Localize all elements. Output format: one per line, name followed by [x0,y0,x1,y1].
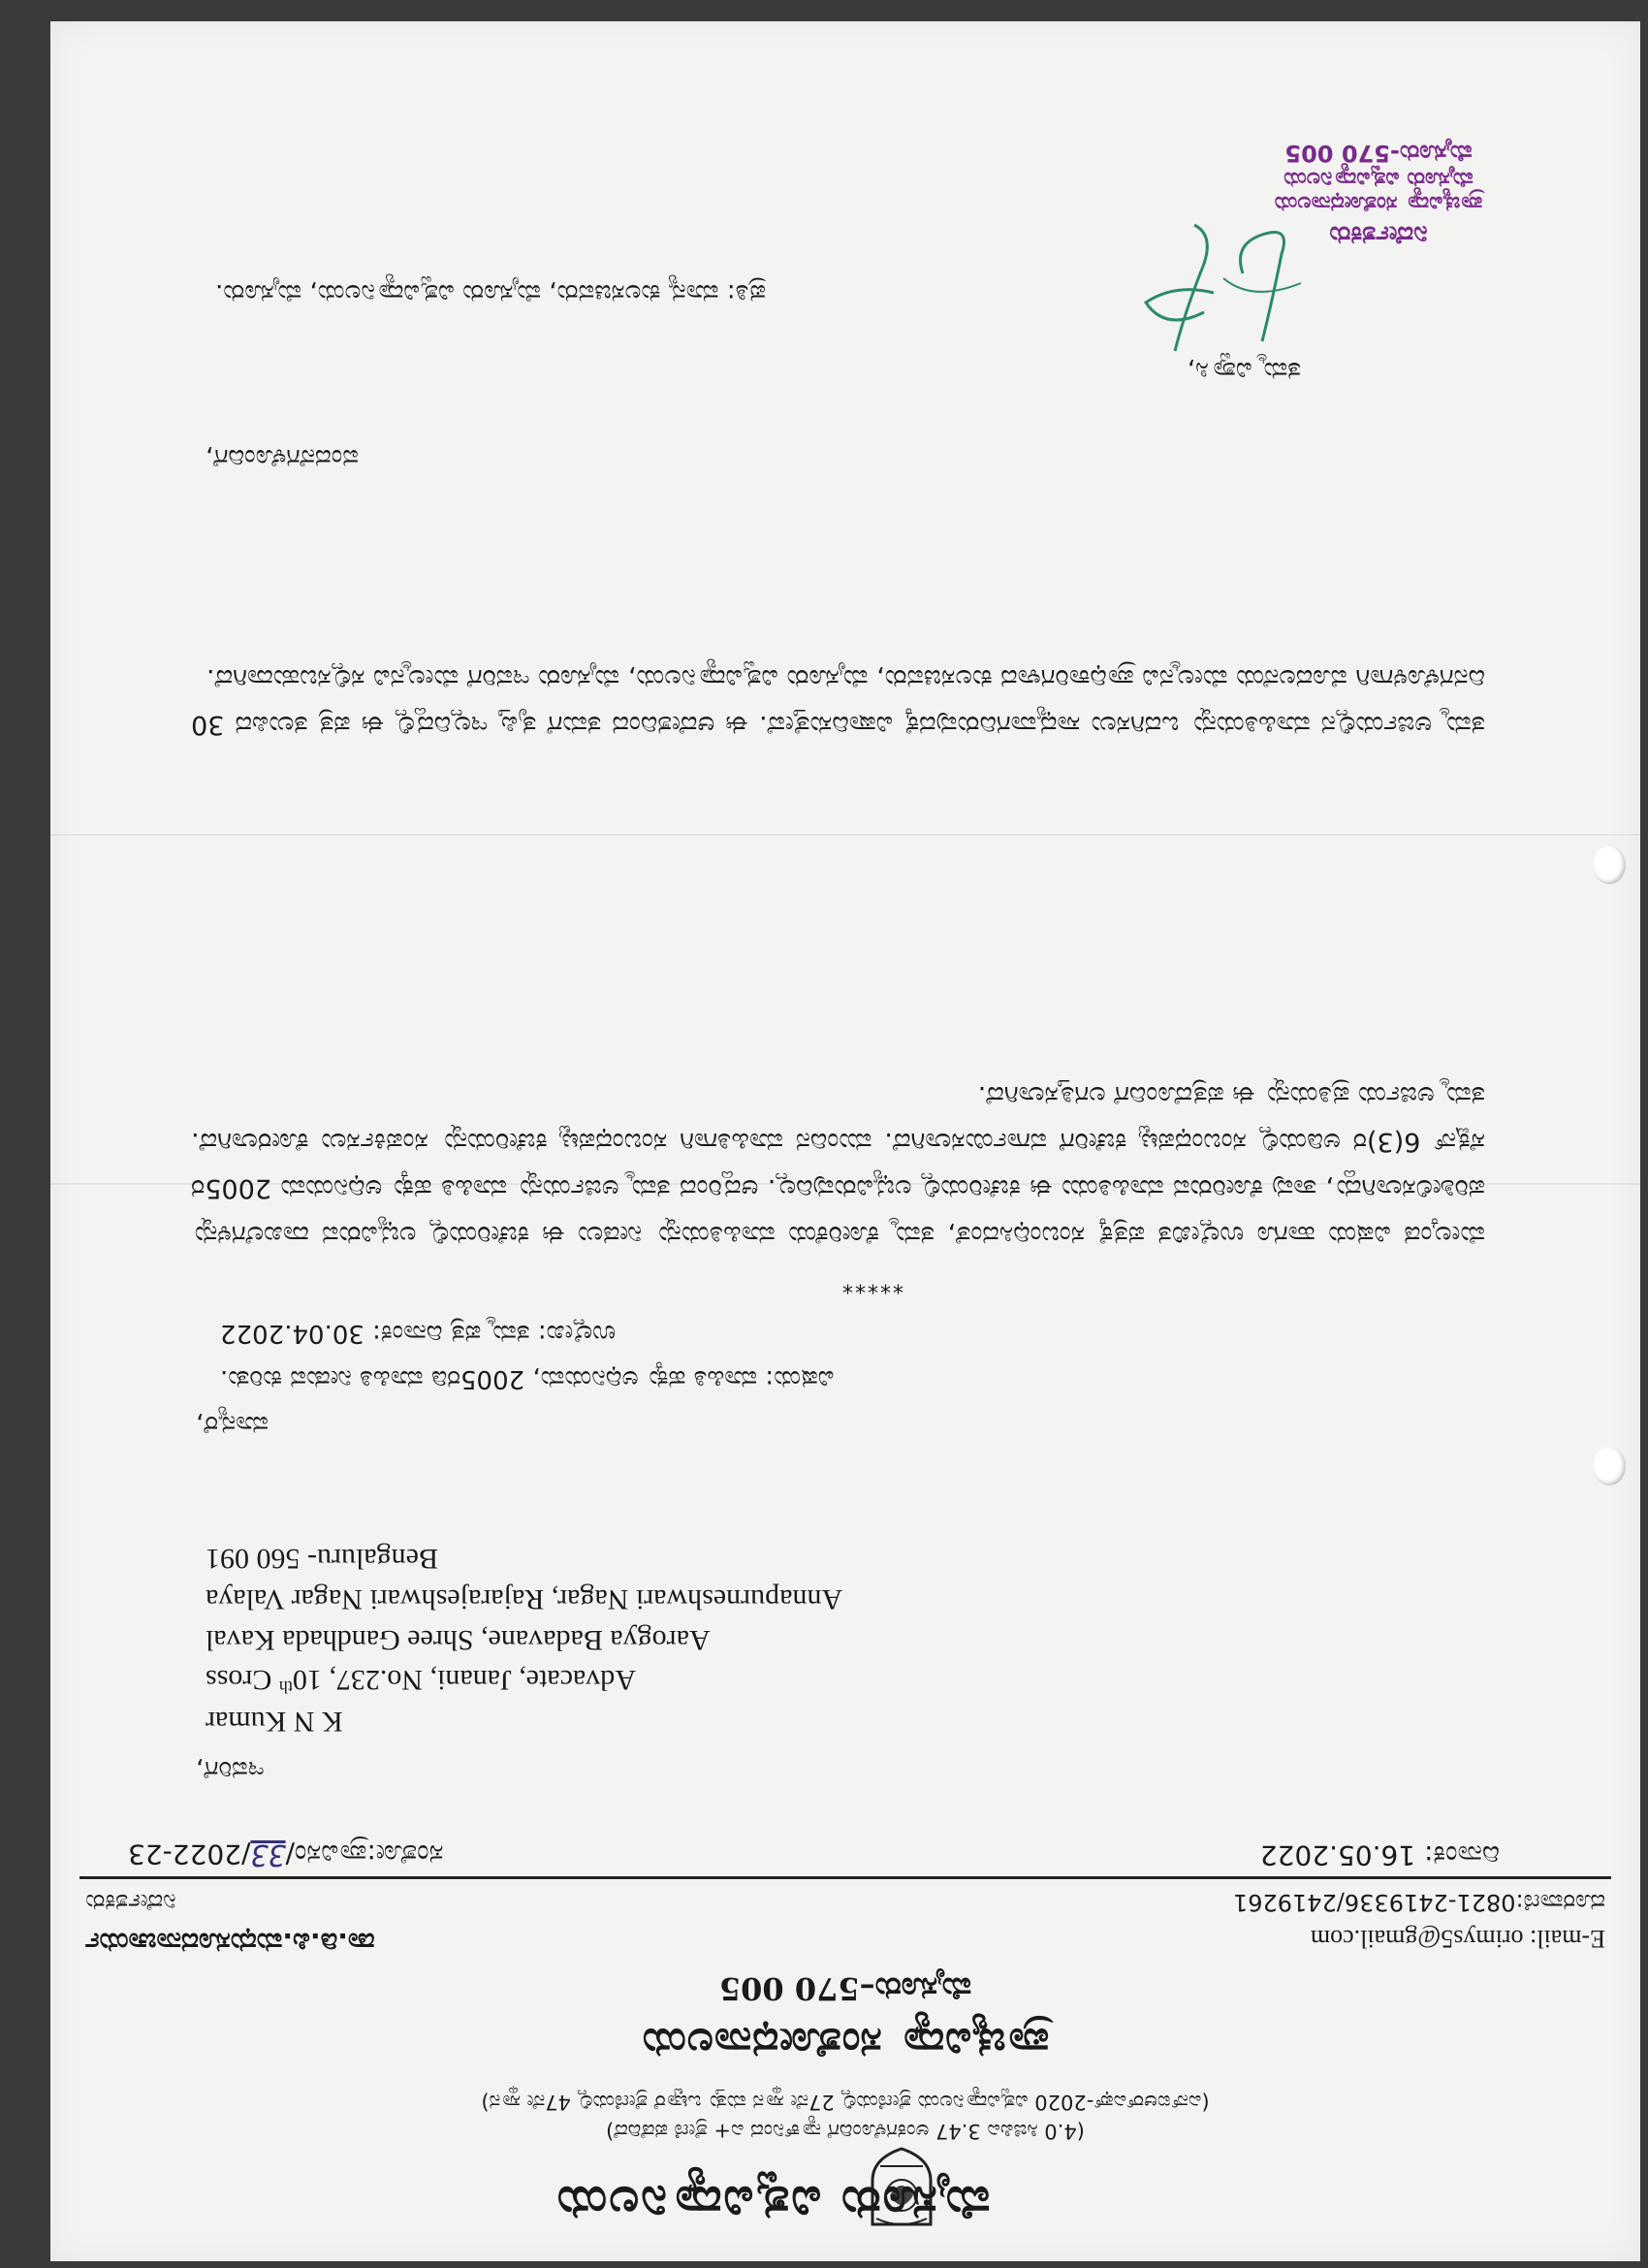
subject-line: ವಿಷಯ: ಮಾಹಿತಿ ಹಕ್ಕು ಅಧಿನಿಯಮ, 2005ರಡಿ ಮಾಹಿತಿ ನೀಡುವ ಕುರಿತು. [220,1364,835,1393]
addressee-line: Advacate, Janani, No.237, 10th Cross [206,1664,636,1697]
reference-prefix: ಸಂಶೋ:ಪ್ರಾವಿಸಂ/ [285,1838,444,1870]
director-name: ಡಾ.ಡಿ.ಪಿ.ಮಧುಸೂದನಾಚಾರ್ಯ [85,1927,375,1959]
reference-line: ಉಲ್ಲೇಖ: ತಮ್ಮ ಪತ್ರ ದಿನಾಂಕ: 30.04.2022 [220,1319,617,1348]
scanned-letter-page [50,21,1640,2261]
institute-name: ಪ್ರಾಚ್ಯವಿದ್ಯಾ ಸಂಶೋಧನಾಲಯ [641,2020,1050,2067]
stamp-line: ಮೈಸೂರು-570 005 [1284,140,1473,167]
header-divider [79,1876,1611,1879]
letter-content-rotated [50,21,1640,2261]
addressee-line: Annapurneshwari Nagar, Rajarajeshwari Nagar Valaya [206,1583,843,1615]
body-paragraph [191,655,1485,748]
body-paragraph-text: ತಮ್ಮ ಅರ್ಜಿಯಲ್ಲಿನ ಮಾಹಿತಿಯನ್ನು ಒದಗಿಸಲು ಸಾಧ್ಯವಾಗದಿರುವುದಕ್ಕೆ ವಿಷಾದಿಸುತ್ತೇವೆ. ಈ ಆದೇಶದಿಂದ ತಮಗೆ ತೃಪ್ತಿ ಇಲ್ಲದಿದ್ದಲ್ಲಿ ಈ ಪತ್ರ ತಲುಪಿದ 30 ದಿನಗಳೊಳಗಾಗಿ ಮೊದಲನೆಯ ಮೇಲ್ಮನವಿ ಪ್ರಾಧಿಕಾರಿಗಳಾದ ಕುಲಸಚಿವರು, ಮೈಸೂರು ವಿಶ್ವವಿದ್ಯಾನಿಲಯ, ಮೈಸೂರು ಇವರಿಗೆ ಮೇಲ್ಮನವಿ ಸಲ್ಲಿಸಬಹುದಾಗಿದೆ. [191,663,1485,740]
reference-suffix: /2022-23 [128,1838,251,1870]
paper-fold-line [50,834,1640,836]
body-paragraph-text: ಮೇಲ್ಕಂಡ ವಿಷಯ ಹಾಗೂ ಉಲ್ಲೇಖಿತ ಪತ್ರಕ್ಕೆ ಸಂಬಂಧಿಸಿದಂತೆ, ತಮ್ಮ ಕೋರಿಕೆಯ ಮಾಹಿತಿಯನ್ನು ನೀಡಲು ಈ ಕಚೇರಿಯಲ್ಲಿ ಲಭ್ಯವಿರುವ ದಾಖಲೆಗಳನ್ನು ಪರಿಶೀಲಿಸಲಾಗಿದ್ದು, ತಾವು ಕೋರಿರುವ ಮಾಹಿತಿಯು ಈ ಕಚೇರಿಯಲ್ಲಿ ಲಭ್ಯವಿರುವುದಿಲ್ಲ. ಆದ್ದರಿಂದ ತಮ್ಮ ಅರ್ಜಿಯನ್ನು ಮಾಹಿತಿ ಹಕ್ಕು ಅಧಿನಿಯಮ 2005ರ ಸೆಕ್ಷನ್ 6(3)ರ ಅಡಿಯಲ್ಲಿ ಸಂಬಂಧಪಟ್ಟ ಕಚೇರಿಗೆ ವರ್ಗಾಯಿಸಲಾಗಿದೆ. ಮುಂದಿನ ಮಾಹಿತಿಗಾಗಿ ಸಂಬಂಧಪಟ್ಟ ಕಚೇರಿಯನ್ನು ಸಂಪರ್ಕಿಸಲು ಕೋರಲಾಗಿದೆ. ತಮ್ಮ ಅರ್ಜಿಯ ಪ್ರತಿಯನ್ನು ಈ ಪತ್ರದೊಂದಿಗೆ ಲಗತ್ತಿಸಲಾಗಿದೆ. [191,1080,1485,1250]
body-paragraph [191,1071,1485,1258]
stamp-line: ಮೈಸೂರು ವಿಶ್ವವಿದ್ಯಾನಿಲಯ [1284,167,1474,191]
addressee-line: Aarogya Badavane, Shree Gandhada Kaval [206,1624,711,1656]
punch-hole [1593,846,1626,884]
copy-to-line: ಪ್ರತಿ: ಮಾನ್ಯ ಕುಲಸಚಿವರು, ಮೈಸೂರು ವಿಶ್ವವಿದ್ಯಾನಿಲಯ, ಮೈಸೂರು. [215,278,767,307]
handwritten-reference-number: 33 [250,1837,286,1871]
ranking-line: (ಎನ್‌ಐಆರ್‌ಎಫ್-2020 ವಿಶ್ವವಿದ್ಯಾನಿಲಯ ಶ್ರೇಣಿಯಲ್ಲಿ 27ನೇ ಸ್ಥಾನ ಮತ್ತು ಒಟ್ಟಾರೆ ಶ್ರೇಣಿಯಲ್ಲಿ 47ನೇ ಸ್ಥಾನ) [481,2091,1210,2114]
stamp-line: ಪ್ರಾಚ್ಯವಿದ್ಯಾ ಸಂಶೋಧನಾಲಯ [1274,191,1483,215]
city-pin: ಮೈಸೂರು–570 005 [718,1970,972,2007]
addressee-name: K N Kumar [206,1706,343,1738]
reference-number [128,1837,444,1871]
addressee-line: Bengaluru- 560 091 [206,1543,438,1575]
email-address: E-mail: orimys5@gmail.com [1310,1925,1605,1953]
phone-numbers: ದೂರವಾಣಿ:0821-2419336/2419261 [1232,1889,1605,1916]
yours-faithfully: ತಮ್ಮ ವಿಶ್ವಾಸಿ, [1187,356,1301,385]
university-name: ಮೈಸೂರು ವಿಶ್ವವಿದ್ಯಾನಿಲಯ [555,2176,991,2230]
addressee-label: ಇವರಿಗೆ, [196,1755,265,1784]
director-designation: ನಿರ್ದೇಶಕರು [85,1889,176,1916]
official-stamp [1219,140,1538,249]
closing-line: ವಂದನೆಗಳೊಂದಿಗೆ, [206,443,359,472]
accreditation-line: (4.0 ಸಿಜಿಪಿಎ 3.47 ಅಂಕಗಳೊಂದಿಗೆ ನ್ಯಾಕ್‌ನಿಂದ ಎ+ ಶ್ರೇಣಿ ಪಡೆದಿದೆ) [606,2120,1085,2143]
letter-date: ದಿನಾಂಕ: 16.05.2022 [1259,1839,1500,1871]
stamp-title: ನಿರ್ದೇಶಕರು [1329,220,1428,249]
separator-stars: ***** [840,1272,903,1296]
punch-hole [1593,1447,1626,1485]
salutation: ಮಾನ್ಯರೆ, [196,1410,269,1439]
